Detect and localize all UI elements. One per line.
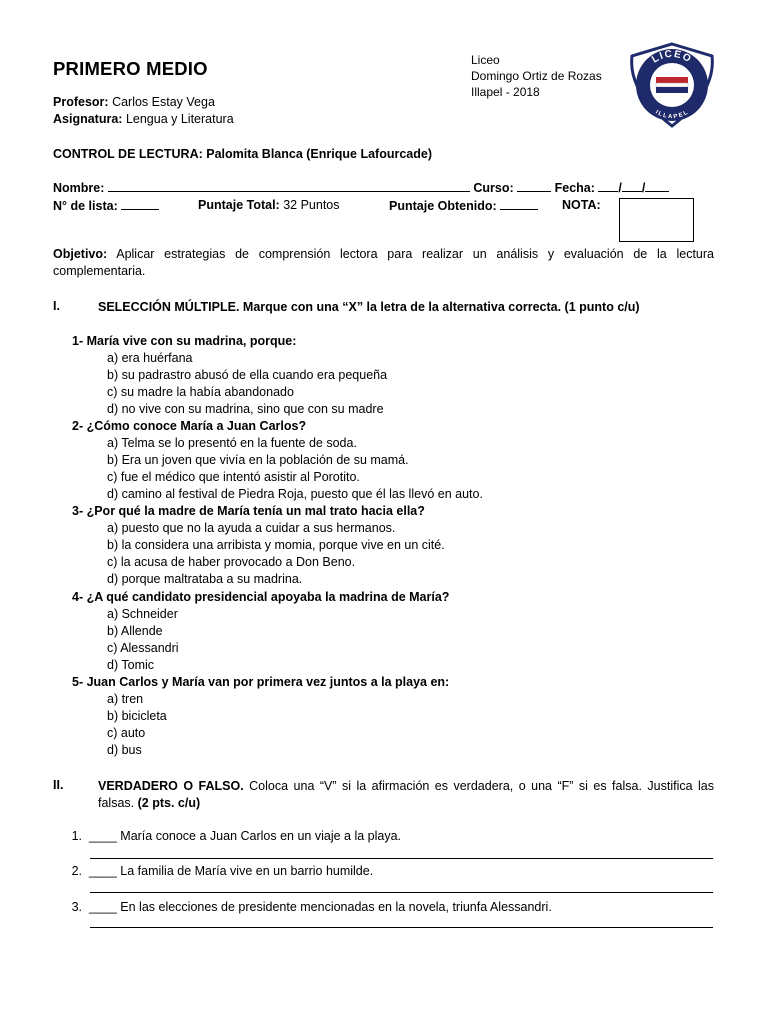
- section2-number: II.: [53, 778, 64, 792]
- logo-bottom-text: ILLAPEL: [654, 109, 690, 121]
- option[interactable]: d) no vive con su madrina, sino que con su madre: [107, 402, 384, 416]
- total-label: Puntaje Total:: [198, 198, 280, 212]
- date-label: Fecha:: [554, 181, 595, 195]
- subject-line: [53, 112, 234, 126]
- date-month-blank[interactable]: [622, 180, 642, 192]
- tf-statement: ____ La familia de María vive en un barrio humilde.: [89, 864, 374, 878]
- question-label: 2- ¿Cómo conoce María a Juan Carlos?: [72, 419, 307, 433]
- option[interactable]: a) tren: [107, 692, 144, 706]
- name-label: Nombre:: [53, 181, 105, 195]
- tf-statement: ____ María conoce a Juan Carlos en un viaje a la playa.: [89, 829, 401, 843]
- answer-line[interactable]: [90, 858, 713, 859]
- school-line: Liceo: [471, 53, 500, 67]
- tf-statement: ____ En las elecciones de presidente mencionadas en la novela, triunfa Alessandri.: [89, 900, 552, 914]
- option[interactable]: c) la acusa de haber provocado a Don Beno.: [107, 555, 356, 569]
- obtained-label: Puntaje Obtenido:: [389, 199, 497, 213]
- question-label: 3- ¿Por qué la madre de María tenía un mal trato hacia ella?: [72, 504, 425, 518]
- section2-points: (2 pts. c/u): [137, 796, 201, 810]
- list-label: N° de lista:: [53, 199, 118, 213]
- school-line: Domingo Ortiz de Rozas: [471, 69, 602, 83]
- course-label: Curso:: [473, 181, 514, 195]
- tf-number: 3.: [71, 900, 82, 914]
- option[interactable]: a) Telma se lo presentó en la fuente de soda.: [107, 436, 357, 450]
- objective-label: Objetivo:: [53, 247, 108, 261]
- name-row: Nombre: Curso: Fecha: / /: [53, 180, 669, 195]
- objective: [53, 246, 714, 280]
- subject-value: Lengua y Literatura: [125, 112, 234, 126]
- school-info: [471, 52, 602, 100]
- answer-line[interactable]: [90, 892, 713, 893]
- tf-number: 1.: [71, 829, 82, 843]
- teacher-line: [53, 95, 215, 109]
- option[interactable]: c) su madre la había abandonado: [107, 385, 294, 399]
- date-year-blank[interactable]: [645, 180, 669, 192]
- question-label: 5- Juan Carlos y María van por primera vez juntos a la playa en:: [72, 675, 450, 689]
- logo-flag-red: [656, 77, 688, 83]
- option[interactable]: d) camino al festival de Piedra Roja, puesto que él las llevó en auto.: [107, 487, 483, 501]
- answer-line[interactable]: [90, 927, 713, 928]
- total-value: 32 Puntos: [283, 198, 340, 212]
- tf-number: 2.: [71, 864, 82, 878]
- page-title: PRIMERO MEDIO: [53, 58, 208, 79]
- obtained-blank[interactable]: [500, 198, 538, 210]
- section1-instruction: SELECCIÓN MÚLTIPLE. Marque con una “X” la letra de la alternativa correcta. (1 punto c/u): [98, 300, 640, 314]
- teacher-value: Carlos Estay Vega: [112, 95, 215, 109]
- option[interactable]: c) fue el médico que intentó asistir al Porotito.: [107, 470, 360, 484]
- logo-top-text: LICEO: [650, 48, 694, 66]
- option[interactable]: d) porque maltrataba a su madrina.: [107, 572, 303, 586]
- section1-number: I.: [53, 299, 60, 313]
- option[interactable]: b) Era un joven que vivía en la población de su mamá.: [107, 453, 409, 467]
- option[interactable]: d) bus: [107, 743, 142, 757]
- school-logo: [626, 42, 718, 128]
- question-label: 4- ¿A qué candidato presidencial apoyaba la madrina de María?: [72, 590, 450, 604]
- section2-title: VERDADERO O FALSO.: [98, 779, 244, 793]
- option[interactable]: a) puesto que no la ayuda a cuidar a sus hermanos.: [107, 521, 396, 535]
- option[interactable]: c) auto: [107, 726, 146, 740]
- course-blank[interactable]: [517, 180, 551, 192]
- option[interactable]: a) Schneider: [107, 607, 178, 621]
- option[interactable]: b) bicicleta: [107, 709, 167, 723]
- objective-text: Aplicar estrategias de comprensión lectora para realizar un análisis y evaluación de la lectura complementaria.: [53, 247, 714, 278]
- option[interactable]: c) Alessandri: [107, 641, 179, 655]
- option[interactable]: b) la considera una arribista y momia, porque vive en un cité.: [107, 538, 445, 552]
- obtained-row: [389, 198, 538, 213]
- grade-label: NOTA:: [562, 198, 601, 212]
- school-line: Illapel - 2018: [471, 85, 540, 99]
- logo-flag-white: [656, 83, 688, 87]
- option[interactable]: b) su padrastro abusó de ella cuando era pequeña: [107, 368, 388, 382]
- date-day-blank[interactable]: [598, 180, 618, 192]
- control-title: CONTROL DE LECTURA: Palomita Blanca (Enrique Lafourcade): [53, 147, 432, 161]
- teacher-label: Profesor:: [53, 95, 109, 109]
- section2-instruction: [98, 778, 714, 812]
- option[interactable]: b) Allende: [107, 624, 163, 638]
- question-label: 1- María vive con su madrina, porque:: [72, 334, 297, 348]
- list-blank[interactable]: [121, 198, 159, 210]
- subject-label: Asignatura:: [53, 112, 123, 126]
- logo-flag-blue: [656, 87, 688, 93]
- grade-box[interactable]: [619, 198, 694, 242]
- name-blank[interactable]: [108, 180, 470, 192]
- option[interactable]: d) Tomic: [107, 658, 155, 672]
- list-row: [53, 198, 159, 213]
- total-row: [198, 198, 340, 212]
- option[interactable]: a) era huérfana: [107, 351, 193, 365]
- section2-text: Coloca una “V” si la afirmación es verdadera, o una “F” si es falsa. Justifica las falsas.: [98, 779, 714, 810]
